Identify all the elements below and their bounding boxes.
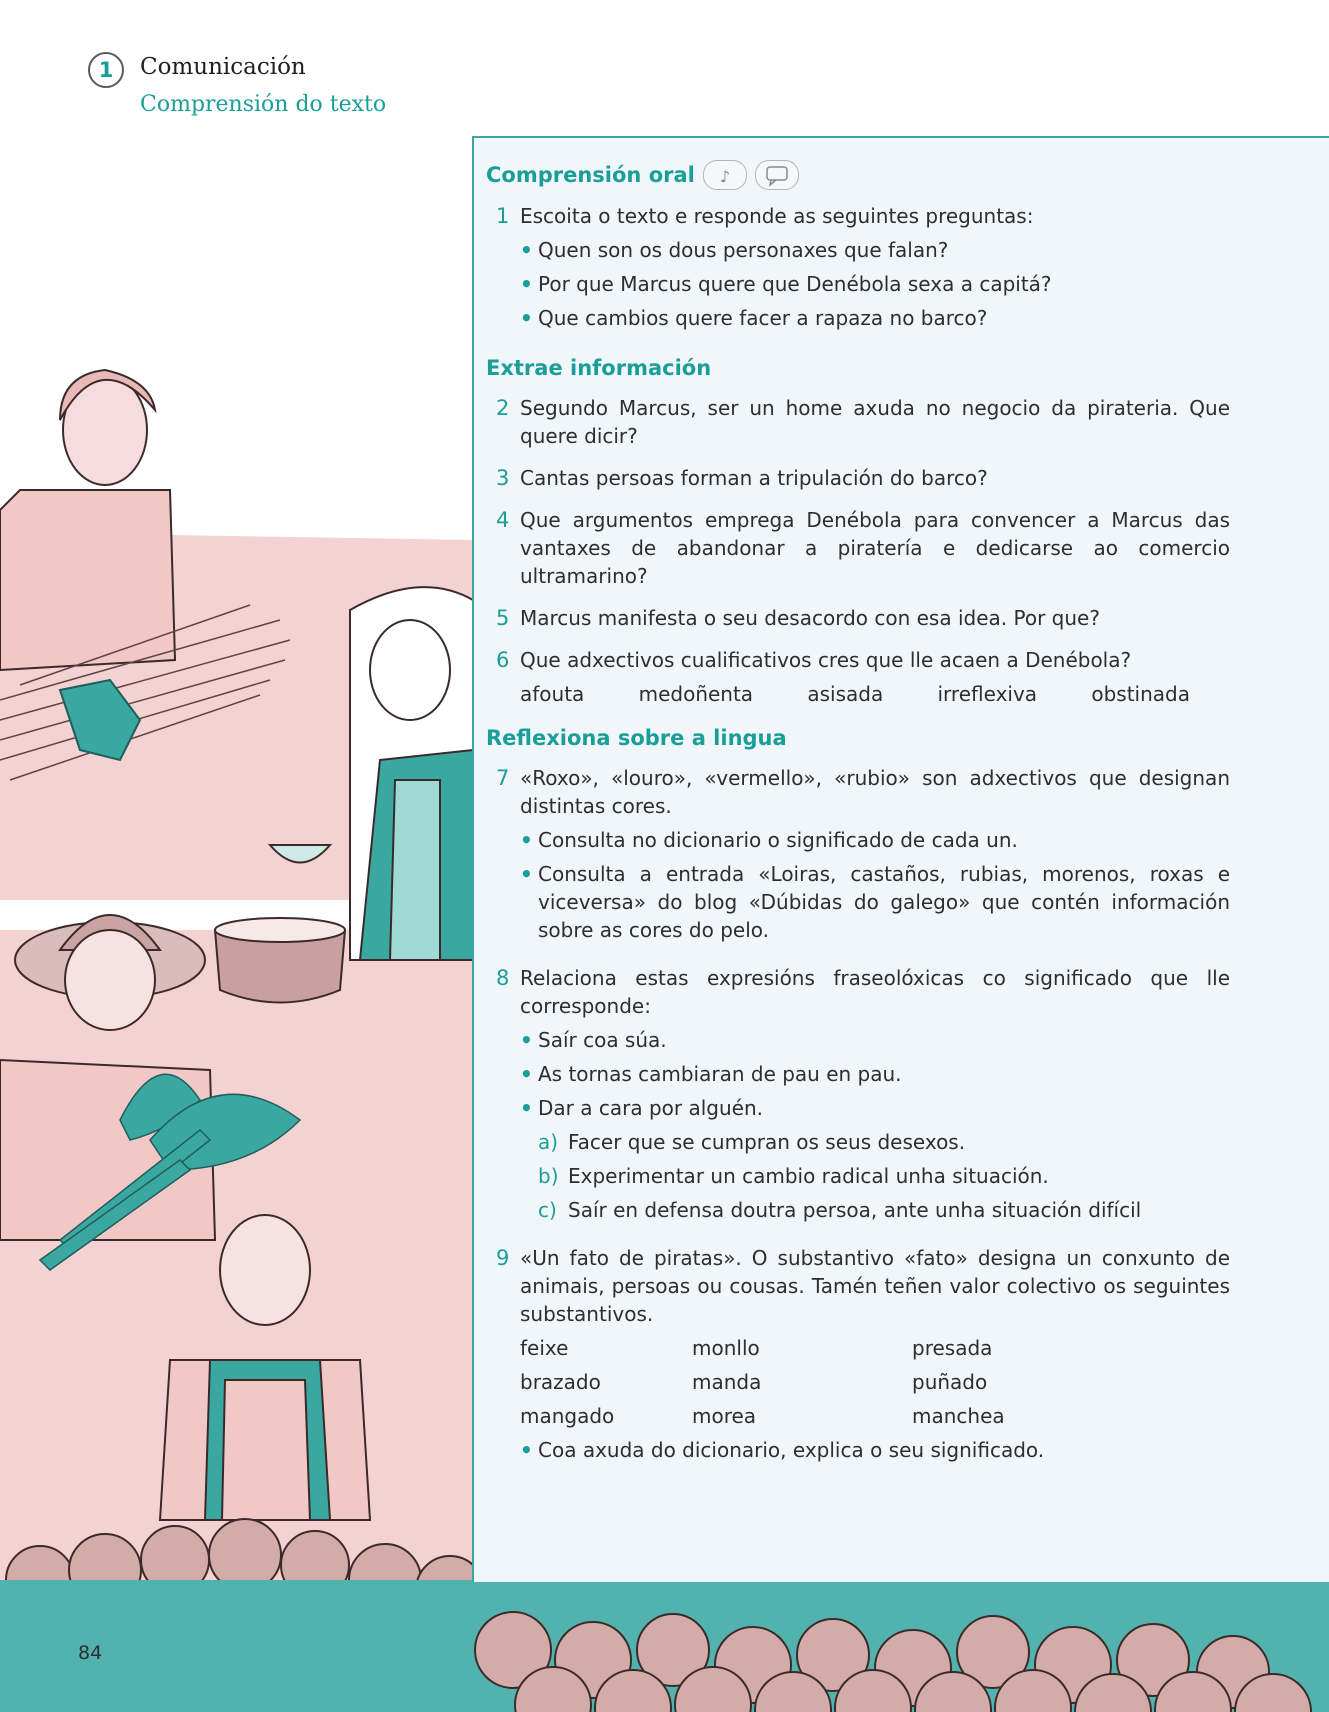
bullet-item: • Por que Marcus quere que Denébola sexa a capitá? xyxy=(520,270,1230,298)
exercise-7 xyxy=(486,764,1230,950)
section-title: Reflexiona sobre a lingua xyxy=(486,726,787,750)
exercise-5 xyxy=(486,604,1230,632)
bullet-item: • Coa axuda do dicionario, explica o seu significado. xyxy=(520,1436,1230,1464)
word-item: manda xyxy=(692,1370,762,1394)
word-item: obstinada xyxy=(1091,682,1190,706)
exercise-text: «Roxo», «louro», «vermello», «rubio» son adxectivos que designan distintas cores. xyxy=(520,766,1230,818)
exercise-6 xyxy=(486,646,1230,708)
option-letter: a) xyxy=(538,1130,559,1154)
adjective-list xyxy=(520,680,1230,708)
word-item: morea xyxy=(692,1404,757,1428)
exercise-text: Segundo Marcus, ser un home axuda no negocio da pirateria. Que quere dicir? xyxy=(520,396,1230,448)
exercise-text: Marcus manifesta o seu desacordo con esa idea. Por que? xyxy=(520,606,1100,630)
exercise-number: 4 xyxy=(496,508,510,532)
harvest-illustration xyxy=(0,340,473,1712)
word-item: puñado xyxy=(912,1370,988,1394)
audio-track-icon xyxy=(703,160,747,190)
exercise-8 xyxy=(486,964,1230,1230)
section-title: Extrae información xyxy=(486,356,712,380)
option-letter: b) xyxy=(538,1164,559,1188)
section-lingua xyxy=(486,724,1230,1470)
exercise-9 xyxy=(486,1244,1230,1470)
word-item: brazado xyxy=(520,1370,601,1394)
exercise-number: 5 xyxy=(496,606,510,630)
bullet-item: • Que cambios quere facer a rapaza no barco? xyxy=(520,304,1230,332)
exercise-number: 7 xyxy=(496,766,510,790)
word-item: asisada xyxy=(807,682,884,706)
word-item: mangado xyxy=(520,1404,615,1428)
exercise-text: Cantas persoas forman a tripulación do barco? xyxy=(520,466,988,490)
exercise-content xyxy=(486,160,1230,1486)
exercise-text: «Un fato de piratas». O substantivo «fato» designa un conxunto de animais, persoas ou cousas. Tamén teñen valor colectivo os seguintes substantivos. xyxy=(520,1246,1230,1326)
bullet-item: • Quen son os dous personaxes que falan? xyxy=(520,236,1230,264)
word-item: monllo xyxy=(692,1336,760,1360)
onion-row-illustration xyxy=(473,1580,1329,1712)
word-item: feixe xyxy=(520,1336,569,1360)
page-number: 84 xyxy=(78,1642,103,1664)
bullet-item: • Consulta no dicionario o significado de cada un. xyxy=(520,826,1230,854)
option-item xyxy=(538,1162,1230,1190)
unit-title: Comunicación xyxy=(140,54,306,80)
exercise-3 xyxy=(486,464,1230,492)
unit-number-badge: 1 xyxy=(88,52,124,88)
exercise-1 xyxy=(486,202,1230,338)
exercise-number: 8 xyxy=(496,966,510,990)
exercise-text: Que argumentos emprega Denébola para convencer a Marcus das vantaxes de abandonar a piratería e dedicarse ao comercio ultramarino? xyxy=(520,508,1230,588)
section-title-text: Comprensión oral xyxy=(486,163,695,187)
exercise-4 xyxy=(486,506,1230,590)
exercise-text: Relaciona estas expresións fraseolóxicas co significado que lle corresponde: xyxy=(520,966,1230,1018)
word-item: manchea xyxy=(912,1404,1005,1428)
bullet-item: • Dar a cara por alguén. xyxy=(520,1094,1230,1122)
speech-bubble-icon xyxy=(755,160,799,190)
svg-text:♪: ♪ xyxy=(719,167,730,186)
exercise-number: 6 xyxy=(496,648,510,672)
word-item: afouta xyxy=(520,682,585,706)
exercise-number: 9 xyxy=(496,1246,510,1270)
word-item: irreflexiva xyxy=(937,682,1038,706)
option-item xyxy=(538,1196,1230,1224)
section-info xyxy=(486,354,1230,708)
word-item: medoñenta xyxy=(638,682,754,706)
option-text: Experimentar un cambio radical unha situación. xyxy=(568,1164,1049,1188)
word-item: presada xyxy=(912,1336,993,1360)
option-text: Facer que se cumpran os seus desexos. xyxy=(568,1130,966,1154)
bullet-item: • Consulta a entrada «Loiras, castaños, rubias, morenos, roxas e viceversa» do blog «Dúbidas do galego» que contén información sobre as cores do pelo. xyxy=(520,860,1230,944)
exercise-2 xyxy=(486,394,1230,450)
exercise-text: Que adxectivos cualificativos cres que lle acaen a Denébola? xyxy=(520,648,1132,672)
woman-with-wheat xyxy=(0,370,175,670)
exercise-text: Escoita o texto e responde as seguintes preguntas: xyxy=(520,204,1034,228)
bullet-item: • Saír coa súa. xyxy=(520,1026,1230,1054)
bullet-item: • As tornas cambiaran de pau en pau. xyxy=(520,1060,1230,1088)
option-text: Saír en defensa doutra persoa, ante unha situación difícil xyxy=(568,1198,1142,1222)
unit-subtitle: Comprensión do texto xyxy=(140,92,387,117)
exercise-number: 2 xyxy=(496,396,510,420)
section-title xyxy=(486,160,1230,190)
collective-noun-grid xyxy=(520,1334,1230,1430)
pot xyxy=(215,918,345,1003)
option-item xyxy=(538,1128,1230,1156)
option-letter: c) xyxy=(538,1198,557,1222)
elderly-woman xyxy=(0,915,215,1240)
section-oral xyxy=(486,160,1230,338)
exercise-number: 1 xyxy=(496,204,510,228)
exercise-number: 3 xyxy=(496,466,510,490)
